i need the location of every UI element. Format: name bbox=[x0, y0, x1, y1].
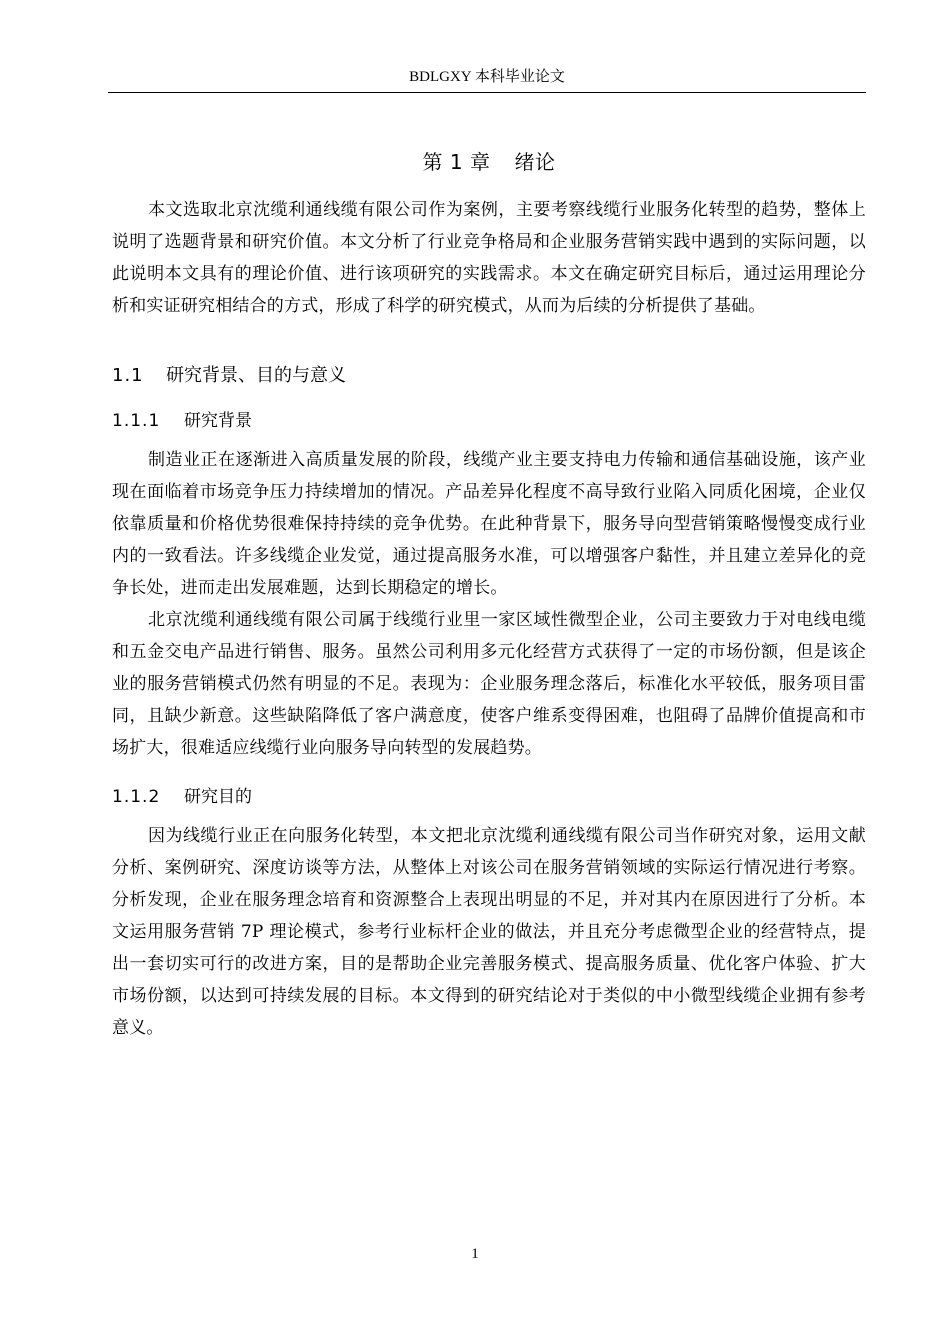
purpose-paragraph-1: 因为线缆行业正在向服务化转型，本文把北京沈缆利通线缆有限公司当作研究对象，运用文献分析、案例研究、深度访谈等方法，从整体上对该公司在服务营销领域的实际运行情况进行考察。分析发现，企业在服务理念培育和资源整合上表现出明显的不足，并对其内在原因进行了分析。本文运用服务营销 7P 理论模式，参考行业标杆企业的做法，并且充分考虑微型企业的经营特点，提出一套切实可行的改进方案，目的是帮助企业完善服务模式、提高服务质量、优化客户体验、扩大市场份额，以达到可持续发展的目标。本文得到的研究结论对于类似的中小微型线缆企业拥有参考意义。 bbox=[112, 826, 866, 1038]
section-title: 研究背景、目的与意义 bbox=[166, 365, 346, 386]
background-paragraph-2: 北京沈缆利通线缆有限公司属于线缆行业里一家区域性微型企业，公司主要致力于对电线电缆和五金交电产品进行销售、服务。虽然公司利用多元化经营方式获得了一定的市场份额，但是该企业的服务营销模式仍然有明显的不足。表现为：企业服务理念落后，标准化水平较低，服务项目雷同，且缺少新意。这些缺陷降低了客户满意度，使客户维系变得困难，也阻碍了品牌价值提高和市场扩大，很难适应线缆行业向服务导向转型的发展趋势。 bbox=[112, 610, 866, 758]
chapter-name: 绪论 bbox=[514, 150, 556, 174]
header-title: BDLGXY 本科毕业论文 bbox=[409, 69, 565, 85]
chapter-title bbox=[112, 140, 866, 184]
subsection-title: 研究背景 bbox=[184, 411, 252, 431]
section-number: 1.1 bbox=[112, 365, 144, 386]
subsection-title: 研究目的 bbox=[184, 787, 252, 807]
background-paragraph-1: 制造业正在逐渐进入高质量发展的阶段，线缆产业主要支持电力传输和通信基础设施，该产业现在面临着市场竞争压力持续增加的情况。产品差异化程度不高导致行业陷入同质化困境，企业仅依靠质量和价格优势很难保持持续的竞争优势。在此种背景下，服务导向型营销策略慢慢变成行业内的一致看法。许多线缆企业发觉，通过提高服务水准，可以增强客户黏性，并且建立差异化的竞争长处，进而走出发展难题，达到长期稳定的增长。 bbox=[112, 450, 866, 598]
page-header bbox=[108, 66, 866, 93]
section-heading-1-1 bbox=[112, 358, 866, 394]
chapter-intro-paragraph: 本文选取北京沈缆利通线缆有限公司作为案例，主要考察线缆行业服务化转型的趋势，整体上说明了选题背景和研究价值。本文分析了行业竞争格局和企业服务营销实践中遇到的实际问题，以此说明本文具有的理论价值、进行该项研究的实践需求。本文在确定研究目标后，通过运用理论分析和实证研究相结合的方式，形成了科学的研究模式，从而为后续的分析提供了基础。 bbox=[112, 200, 866, 316]
page-number: 1 bbox=[471, 1246, 479, 1262]
chapter-number: 第 1 章 bbox=[422, 150, 491, 174]
page-content bbox=[112, 140, 866, 1044]
subsection-heading-1-1-2 bbox=[112, 780, 866, 814]
subsection-number: 1.1.1 bbox=[112, 411, 161, 431]
subsection-heading-1-1-1 bbox=[112, 404, 866, 438]
subsection-number: 1.1.2 bbox=[112, 787, 161, 807]
